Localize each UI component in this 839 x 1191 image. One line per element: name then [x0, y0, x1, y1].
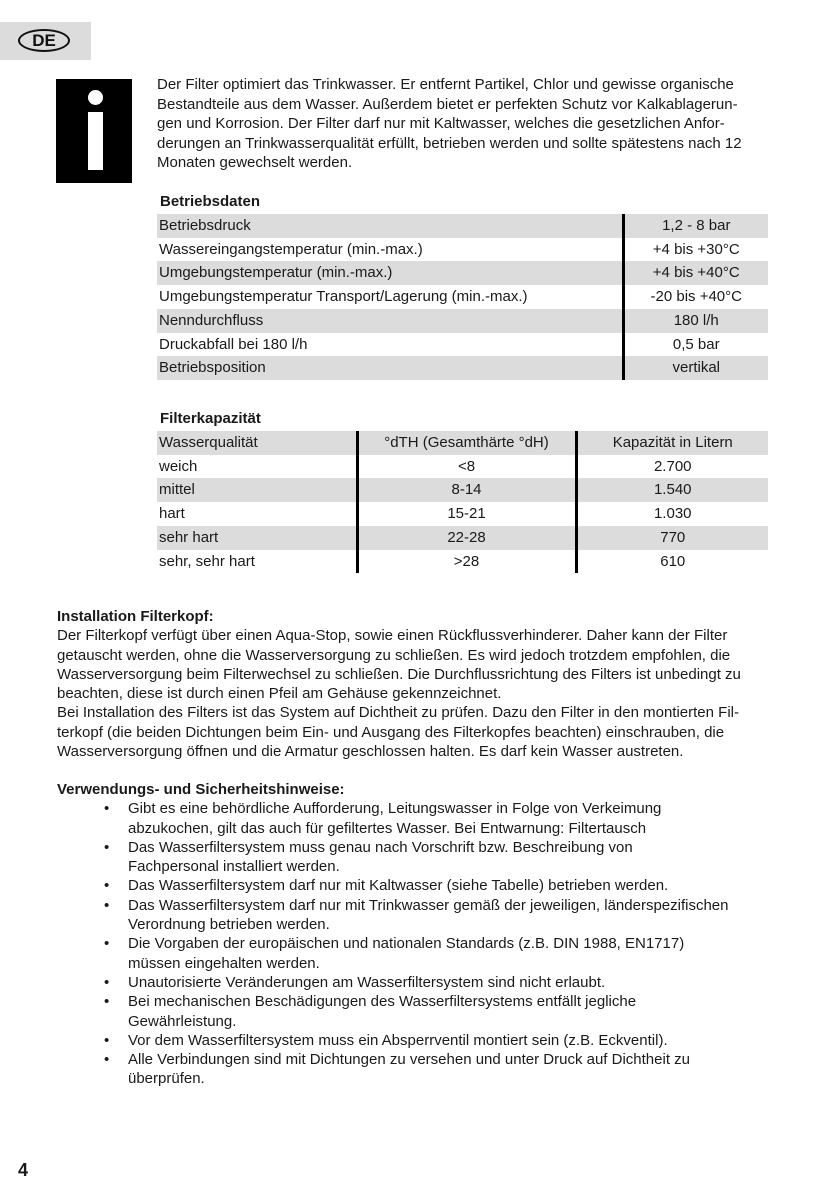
- table-cell: weich: [159, 457, 198, 475]
- table-row: [157, 214, 768, 238]
- betriebsdaten-title: Betriebsdaten: [160, 193, 261, 210]
- list-item: • Bei mechanischen Beschädigungen des Wasserfiltersystems entfällt jegliche Gewährleistung.: [57, 992, 797, 1031]
- installation-line: getauscht werden, ohne die Wasserversorgung zu schließen. Es wird jedoch trotzdem empfohlen, die: [57, 646, 731, 664]
- table-cell: sehr, sehr hart: [159, 552, 255, 570]
- table-cell: <8: [357, 455, 576, 479]
- table-row: [157, 333, 768, 357]
- list-item: • Vor dem Wasserfiltersystem muss ein Absperrventil montiert sein (z.B. Eckventil).: [57, 1031, 797, 1050]
- installation-line: Der Filterkopf verfügt über einen Aqua-Stop, sowie einen Rückflussverhinderer. Daher kann der Filter: [57, 627, 728, 645]
- column-header: Wasserqualität: [157, 431, 357, 455]
- table-cell: Betriebsdruck: [157, 214, 623, 238]
- table-cell: vertikal: [623, 356, 768, 380]
- table-cell: 610: [576, 550, 768, 574]
- table-cell: 15-21: [357, 502, 576, 526]
- table-cell: Umgebungstemperatur Transport/Lagerung (min.-max.): [159, 288, 528, 306]
- table-cell: 8-14: [357, 478, 576, 502]
- table-cell: mittel: [157, 478, 357, 502]
- table-cell: 180 l/h: [623, 309, 768, 333]
- table-cell: sehr hart: [157, 526, 357, 550]
- installation-title: Installation Filterkopf:: [57, 608, 214, 625]
- table-row: [157, 356, 768, 380]
- hinweise-section: [57, 780, 797, 1089]
- table-cell: 770: [576, 526, 768, 550]
- page-number: 4: [18, 1160, 29, 1180]
- table-cell: Nenndurchfluss: [157, 309, 623, 333]
- intro-line: derungen an Trinkwasserqualität erfüllt, betrieben werden und sollte spätestens nach 12: [157, 134, 742, 152]
- hinweise-list: [57, 799, 797, 1088]
- list-item: • Das Wasserfiltersystem darf nur mit Kaltwasser (siehe Tabelle) betrieben werden.: [57, 876, 797, 895]
- installation-line: terkopf (die beiden Dichtungen beim Ein- und Ausgang des Filterkopfes beachten) einschrauben, die: [57, 723, 725, 741]
- installation-line: Wasserversorgung beim Filterwechsel zu schließen. Die Durchflussrichtung des Filters ist unbedingt zu: [57, 665, 741, 683]
- table-cell: hart: [159, 505, 185, 523]
- table-row: [157, 478, 768, 502]
- installation-line: beachten, diese ist durch einen Pfeil am Gehäuse gekennzeichnet.: [57, 685, 502, 703]
- filterkapazitaet-table: [157, 431, 768, 573]
- table-row: [157, 309, 768, 333]
- intro-line: Monaten gewechselt werden.: [157, 154, 353, 172]
- table-header-row: [157, 431, 768, 455]
- table-cell: 22-28: [357, 526, 576, 550]
- list-item: • Unautorisierte Veränderungen am Wasserfiltersystem sind nicht erlaubt.: [57, 973, 797, 992]
- installation-line: Bei Installation des Filters ist das System auf Dichtheit zu prüfen. Dazu den Filter in den montierten Fil-: [57, 704, 739, 722]
- language-tab: [0, 22, 91, 60]
- table-row: [157, 285, 768, 309]
- table-cell: 1.540: [576, 478, 768, 502]
- info-icon: [56, 79, 132, 183]
- table-cell: Druckabfall bei 180 l/h: [159, 335, 308, 353]
- table-cell: Wassereingangstemperatur (min.-max.): [159, 240, 423, 258]
- table-cell: 1.030: [576, 502, 768, 526]
- list-item: • Das Wasserfiltersystem darf nur mit Trinkwasser gemäß der jeweiligen, länderspezifischen Verordnung betrieben werden.: [57, 896, 797, 935]
- table-cell: +4 bis +30°C: [623, 238, 768, 262]
- intro-line: gen und Korrosion. Der Filter darf nur mit Kaltwasser, welches die gesetzlichen Anfor-: [157, 115, 725, 133]
- table-row: [157, 550, 768, 574]
- intro-paragraph: [157, 75, 797, 173]
- list-item: • Alle Verbindungen sind mit Dichtungen zu versehen und unter Druck auf Dichtheit zu überprüfen.: [57, 1050, 797, 1089]
- table-cell: -20 bis +40°C: [623, 285, 768, 309]
- table-cell: 1,2 - 8 bar: [623, 214, 768, 238]
- table-cell: +4 bis +40°C: [623, 261, 768, 285]
- table-cell: 2.700: [576, 455, 768, 479]
- list-item: • Die Vorgaben der europäischen und nationalen Standards (z.B. DIN 1988, EN1717) müssen eingehalten werden.: [57, 934, 797, 973]
- hinweise-title: Verwendungs- und Sicherheitshinweise:: [57, 781, 345, 798]
- betriebsdaten-table: [157, 214, 768, 380]
- table-row: [157, 261, 768, 285]
- intro-line: Bestandteile aus dem Wasser. Außerdem bietet er perfekten Schutz vor Kalkablagerun-: [157, 95, 738, 113]
- column-header: °dTH (Gesamthärte °dH): [357, 431, 576, 455]
- installation-line: Wasserversorgung öffnen und die Armatur geschlossen halten. Es darf kein Wasser austreten.: [57, 743, 684, 761]
- list-item: • Gibt es eine behördliche Aufforderung, Leitungswasser in Folge von Verkeimung abzukochen, gilt das auch für gefiltertes Wasser. Bei Entwarnung: Filtertausch: [57, 799, 797, 838]
- column-header: Kapazität in Litern: [576, 431, 768, 455]
- table-cell: Betriebsposition: [157, 356, 623, 380]
- intro-line: Der Filter optimiert das Trinkwasser. Er entfernt Partikel, Chlor und gewisse organische: [157, 76, 734, 93]
- table-cell: 0,5 bar: [623, 333, 768, 357]
- language-badge: DE: [18, 29, 70, 52]
- table-cell: Umgebungstemperatur (min.-max.): [157, 261, 623, 285]
- table-cell: >28: [357, 550, 576, 574]
- table-row: [157, 502, 768, 526]
- installation-section: [57, 607, 797, 761]
- table-row: [157, 238, 768, 262]
- table-row: [157, 526, 768, 550]
- list-item: • Das Wasserfiltersystem muss genau nach Vorschrift bzw. Beschreibung von Fachpersonal installiert werden.: [57, 838, 797, 877]
- table-row: [157, 455, 768, 479]
- filterkapazitaet-title: Filterkapazität: [160, 410, 261, 427]
